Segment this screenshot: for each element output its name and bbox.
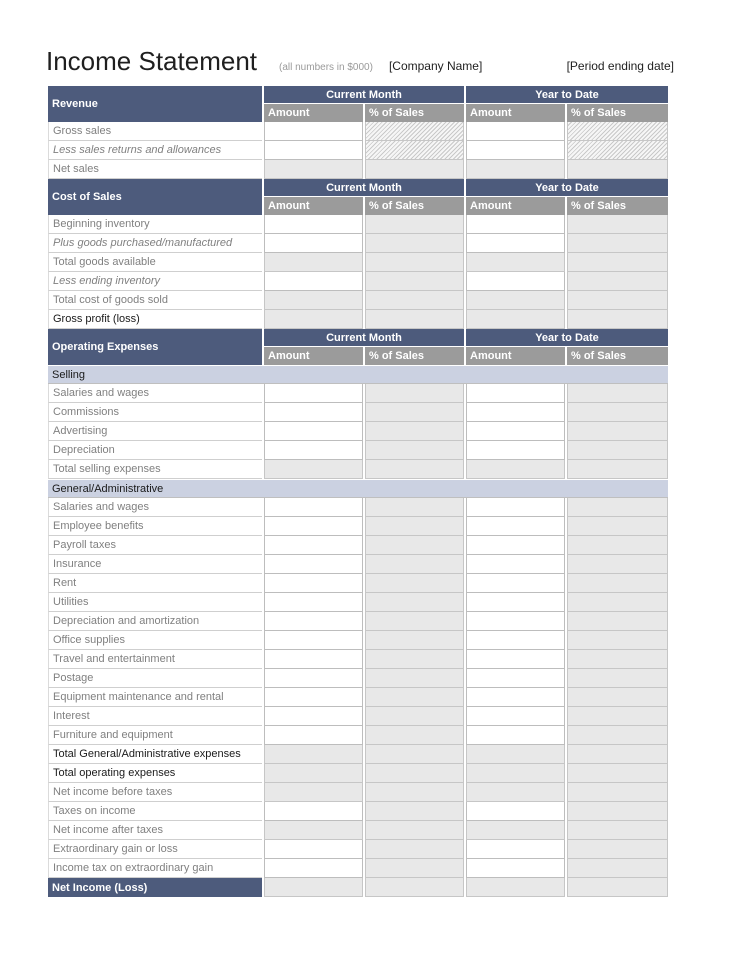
- row-label-total-operating-expenses: Total operating expenses: [48, 764, 262, 783]
- table-row: [48, 612, 668, 631]
- cell-pct-of-sales-year-to-date: [567, 403, 668, 422]
- section-header-row-cost-of-sales: [48, 179, 668, 197]
- row-label-less-ending-inventory: Less ending inventory: [48, 272, 262, 291]
- column-header-cell-pct-of-sales-current-month: % of Sales: [365, 104, 464, 122]
- cell-pct-of-sales-year-to-date: [567, 593, 668, 612]
- cell-pct-of-sales-current-month: [365, 840, 464, 859]
- row-label-furniture-and-equipment: Furniture and equipment: [48, 726, 262, 745]
- cell-amount-current-month: [264, 253, 363, 272]
- cell-amount-year-to-date: [466, 310, 565, 329]
- cell-pct-of-sales-year-to-date: [567, 441, 668, 460]
- cell-pct-of-sales-year-to-date: [567, 802, 668, 821]
- cell-pct-of-sales-current-month: [365, 688, 464, 707]
- cell-amount-year-to-date: [466, 821, 565, 840]
- cell-amount-current-month[interactable]: [264, 272, 363, 291]
- row-label-depreciation: Depreciation: [48, 441, 262, 460]
- cell-pct-of-sales-current-month: [365, 422, 464, 441]
- section-title-operating-expenses: Operating Expenses: [48, 329, 262, 365]
- table-row: [48, 365, 668, 384]
- column-group-year-to-date: Year to Date: [466, 179, 668, 197]
- table-row: [48, 310, 668, 329]
- cell-amount-current-month[interactable]: [264, 650, 363, 669]
- table-row: [48, 707, 668, 726]
- cell-amount-year-to-date[interactable]: [466, 650, 565, 669]
- cell-pct-of-sales-current-month: [365, 160, 464, 179]
- row-label-payroll-taxes: Payroll taxes: [48, 536, 262, 555]
- cell-pct-of-sales-year-to-date: [567, 215, 668, 234]
- row-label-taxes-on-income: Taxes on income: [48, 802, 262, 821]
- cell-amount-current-month[interactable]: [264, 859, 363, 878]
- cell-pct-of-sales-year-to-date: [567, 422, 668, 441]
- cell-pct-of-sales-year-to-date: [567, 574, 668, 593]
- cell-amount-year-to-date: [466, 764, 565, 783]
- cell-amount-current-month[interactable]: [264, 441, 363, 460]
- cell-pct-of-sales-current-month: [365, 859, 464, 878]
- cell-amount-current-month[interactable]: [264, 215, 363, 234]
- cell-amount-current-month: [264, 764, 363, 783]
- cell-pct-of-sales-current-month: [365, 764, 464, 783]
- cell-amount-current-month[interactable]: [264, 802, 363, 821]
- table-row: [48, 460, 668, 479]
- column-header-cell-pct-of-sales-current-month: % of Sales: [365, 347, 464, 365]
- cell-pct-of-sales-current-month: [365, 536, 464, 555]
- cell-pct-of-sales-year-to-date: [567, 536, 668, 555]
- cell-amount-current-month: [264, 160, 363, 179]
- table-row: [48, 234, 668, 253]
- column-header-cell-amount-year-to-date: Amount: [466, 104, 565, 122]
- cell-amount-current-month[interactable]: [264, 612, 363, 631]
- cell-pct-of-sales-year-to-date: [567, 764, 668, 783]
- table-row: [48, 141, 668, 160]
- cell-pct-of-sales-year-to-date: [567, 859, 668, 878]
- row-label-commissions: Commissions: [48, 403, 262, 422]
- cell-amount-year-to-date: [466, 783, 565, 802]
- cell-amount-year-to-date: [466, 878, 565, 897]
- table-row: [48, 384, 668, 403]
- column-group-year-to-date: Year to Date: [466, 329, 668, 347]
- cell-pct-of-sales-current-month: [365, 878, 464, 897]
- row-label-net-sales: Net sales: [48, 160, 262, 179]
- row-label-postage: Postage: [48, 669, 262, 688]
- cell-pct-of-sales-year-to-date: [567, 821, 668, 840]
- column-header-cell-amount-current-month: Amount: [264, 347, 363, 365]
- column-group-current-month: Current Month: [264, 86, 464, 104]
- table-row: [48, 764, 668, 783]
- row-label-depreciation-and-amortization: Depreciation and amortization: [48, 612, 262, 631]
- cell-amount-year-to-date[interactable]: [466, 688, 565, 707]
- column-header-cell-pct-of-sales-current-month: % of Sales: [365, 197, 464, 215]
- cell-amount-year-to-date[interactable]: [466, 574, 565, 593]
- row-label-employee-benefits: Employee benefits: [48, 517, 262, 536]
- cell-amount-current-month: [264, 821, 363, 840]
- row-label-equipment-maintenance-and-rental: Equipment maintenance and rental: [48, 688, 262, 707]
- period-ending-placeholder[interactable]: [Period ending date]: [566, 59, 674, 73]
- section-title-revenue: Revenue: [48, 86, 262, 122]
- cell-amount-current-month[interactable]: [264, 536, 363, 555]
- table-row: [48, 840, 668, 859]
- cell-amount-current-month[interactable]: [264, 234, 363, 253]
- table-row: [48, 574, 668, 593]
- table-row: [48, 555, 668, 574]
- cell-pct-of-sales-current-month: [365, 291, 464, 310]
- cell-amount-current-month[interactable]: [264, 517, 363, 536]
- column-header-cell-amount-current-month: Amount: [264, 197, 363, 215]
- table-row: [48, 821, 668, 840]
- cell-amount-year-to-date[interactable]: [466, 631, 565, 650]
- cell-pct-of-sales-current-month: [365, 802, 464, 821]
- row-label-net-income-before-taxes: Net income before taxes: [48, 783, 262, 802]
- cell-pct-of-sales-year-to-date: [567, 517, 668, 536]
- cell-amount-year-to-date[interactable]: [466, 859, 565, 878]
- table-row: [48, 783, 668, 802]
- cell-pct-of-sales-year-to-date: [567, 122, 668, 141]
- column-group-current-month: Current Month: [264, 329, 464, 347]
- cell-amount-year-to-date[interactable]: [466, 422, 565, 441]
- cell-pct-of-sales-year-to-date: [567, 310, 668, 329]
- cell-pct-of-sales-current-month: [365, 403, 464, 422]
- table-row: [48, 253, 668, 272]
- column-group-current-month: Current Month: [264, 179, 464, 197]
- row-label-net-income-after-taxes: Net income after taxes: [48, 821, 262, 840]
- cell-amount-current-month[interactable]: [264, 574, 363, 593]
- cell-amount-year-to-date[interactable]: [466, 441, 565, 460]
- row-label-total-selling-expenses: Total selling expenses: [48, 460, 262, 479]
- cell-pct-of-sales-year-to-date: [567, 783, 668, 802]
- cell-pct-of-sales-current-month: [365, 272, 464, 291]
- cell-amount-year-to-date: [466, 745, 565, 764]
- column-header-cell-amount-year-to-date: Amount: [466, 347, 565, 365]
- title-bar: [46, 46, 674, 78]
- cell-amount-current-month[interactable]: [264, 498, 363, 517]
- cell-pct-of-sales-year-to-date: [567, 669, 668, 688]
- cell-amount-current-month: [264, 310, 363, 329]
- row-label-interest: Interest: [48, 707, 262, 726]
- cell-amount-current-month[interactable]: [264, 403, 363, 422]
- table-row: [48, 517, 668, 536]
- cell-amount-current-month[interactable]: [264, 669, 363, 688]
- cell-pct-of-sales-current-month: [365, 707, 464, 726]
- cell-pct-of-sales-year-to-date: [567, 160, 668, 179]
- column-group-year-to-date: Year to Date: [466, 86, 668, 104]
- row-label-travel-and-entertainment: Travel and entertainment: [48, 650, 262, 669]
- subsection-header-general-administrative: General/Administrative: [48, 479, 668, 498]
- table-row: [48, 422, 668, 441]
- table-row: [48, 403, 668, 422]
- row-label-total-goods-available: Total goods available: [48, 253, 262, 272]
- table-row: [48, 631, 668, 650]
- column-header-cell-pct-of-sales-year-to-date: % of Sales: [567, 347, 668, 365]
- cell-pct-of-sales-current-month: [365, 555, 464, 574]
- cell-amount-current-month[interactable]: [264, 141, 363, 160]
- cell-pct-of-sales-current-month: [365, 460, 464, 479]
- table-row: [48, 536, 668, 555]
- cell-amount-current-month: [264, 783, 363, 802]
- row-label-rent: Rent: [48, 574, 262, 593]
- cell-amount-year-to-date[interactable]: [466, 707, 565, 726]
- cell-pct-of-sales-year-to-date: [567, 650, 668, 669]
- row-label-plus-goods-purchased-manufactured: Plus goods purchased/manufactured: [48, 234, 262, 253]
- cell-pct-of-sales-current-month: [365, 498, 464, 517]
- table-row: [48, 688, 668, 707]
- table-row: [48, 498, 668, 517]
- row-label-gross-profit-loss: Gross profit (loss): [48, 310, 262, 329]
- cell-amount-current-month[interactable]: [264, 707, 363, 726]
- cell-pct-of-sales-current-month: [365, 574, 464, 593]
- cell-pct-of-sales-current-month: [365, 310, 464, 329]
- cell-amount-year-to-date[interactable]: [466, 612, 565, 631]
- cell-pct-of-sales-year-to-date: [567, 460, 668, 479]
- row-label-advertising: Advertising: [48, 422, 262, 441]
- row-label-gross-sales: Gross sales: [48, 122, 262, 141]
- cell-pct-of-sales-year-to-date: [567, 141, 668, 160]
- cell-amount-year-to-date: [466, 160, 565, 179]
- cell-amount-current-month[interactable]: [264, 631, 363, 650]
- column-header-cell-pct-of-sales-year-to-date: % of Sales: [567, 104, 668, 122]
- cell-amount-year-to-date[interactable]: [466, 272, 565, 291]
- table-row: [48, 650, 668, 669]
- units-note: (all numbers in $000): [279, 62, 373, 73]
- table-row: [48, 122, 668, 141]
- section-header-row-revenue: [48, 86, 668, 104]
- table-row: [48, 160, 668, 179]
- section-header-row-operating-expenses: [48, 329, 668, 347]
- cell-amount-year-to-date[interactable]: [466, 593, 565, 612]
- cell-pct-of-sales-current-month: [365, 122, 464, 141]
- cell-amount-year-to-date[interactable]: [466, 669, 565, 688]
- cell-pct-of-sales-year-to-date: [567, 707, 668, 726]
- cell-amount-year-to-date: [466, 460, 565, 479]
- cell-amount-current-month[interactable]: [264, 840, 363, 859]
- row-label-salaries-and-wages: Salaries and wages: [48, 498, 262, 517]
- cell-amount-year-to-date[interactable]: [466, 122, 565, 141]
- cell-amount-current-month[interactable]: [264, 555, 363, 574]
- cell-amount-year-to-date[interactable]: [466, 517, 565, 536]
- cell-amount-current-month[interactable]: [264, 422, 363, 441]
- row-label-salaries-and-wages: Salaries and wages: [48, 384, 262, 403]
- cell-amount-year-to-date[interactable]: [466, 840, 565, 859]
- column-header-cell-amount-current-month: Amount: [264, 104, 363, 122]
- cell-amount-current-month: [264, 460, 363, 479]
- cell-pct-of-sales-current-month: [365, 669, 464, 688]
- row-label-less-sales-returns-and-allowances: Less sales returns and allowances: [48, 141, 262, 160]
- row-label-office-supplies: Office supplies: [48, 631, 262, 650]
- column-header-cell-amount-year-to-date: Amount: [466, 197, 565, 215]
- cell-amount-year-to-date[interactable]: [466, 403, 565, 422]
- table-row: [48, 479, 668, 498]
- row-label-utilities: Utilities: [48, 593, 262, 612]
- table-row: [48, 441, 668, 460]
- cell-pct-of-sales-year-to-date: [567, 745, 668, 764]
- row-label-income-tax-on-extraordinary-gain: Income tax on extraordinary gain: [48, 859, 262, 878]
- cell-pct-of-sales-current-month: [365, 612, 464, 631]
- cell-amount-year-to-date: [466, 253, 565, 272]
- cell-pct-of-sales-current-month: [365, 631, 464, 650]
- cell-pct-of-sales-year-to-date: [567, 878, 668, 897]
- cell-pct-of-sales-year-to-date: [567, 631, 668, 650]
- cell-amount-current-month[interactable]: [264, 122, 363, 141]
- table-row: [48, 802, 668, 821]
- cell-pct-of-sales-year-to-date: [567, 612, 668, 631]
- income-statement-sheet: [46, 46, 674, 897]
- row-label-insurance: Insurance: [48, 555, 262, 574]
- subsection-header-selling: Selling: [48, 365, 668, 384]
- income-statement-table: [46, 86, 670, 897]
- page-title: Income Statement: [46, 46, 257, 76]
- cell-amount-year-to-date[interactable]: [466, 726, 565, 745]
- cell-amount-year-to-date[interactable]: [466, 555, 565, 574]
- cell-pct-of-sales-current-month: [365, 441, 464, 460]
- row-label-beginning-inventory: Beginning inventory: [48, 215, 262, 234]
- cell-amount-year-to-date[interactable]: [466, 802, 565, 821]
- cell-pct-of-sales-current-month: [365, 234, 464, 253]
- cell-pct-of-sales-year-to-date: [567, 234, 668, 253]
- table-row: [48, 745, 668, 764]
- cell-pct-of-sales-year-to-date: [567, 291, 668, 310]
- table-row: [48, 878, 668, 897]
- column-header-cell-pct-of-sales-year-to-date: % of Sales: [567, 197, 668, 215]
- section-title-cost-of-sales: Cost of Sales: [48, 179, 262, 215]
- cell-amount-year-to-date[interactable]: [466, 384, 565, 403]
- cell-amount-year-to-date[interactable]: [466, 498, 565, 517]
- cell-pct-of-sales-current-month: [365, 141, 464, 160]
- cell-amount-year-to-date: [466, 291, 565, 310]
- cell-pct-of-sales-current-month: [365, 593, 464, 612]
- cell-pct-of-sales-current-month: [365, 726, 464, 745]
- table-row: [48, 726, 668, 745]
- cell-amount-current-month: [264, 878, 363, 897]
- table-row: [48, 272, 668, 291]
- table-row: [48, 593, 668, 612]
- cell-pct-of-sales-year-to-date: [567, 253, 668, 272]
- cell-pct-of-sales-current-month: [365, 821, 464, 840]
- cell-amount-current-month[interactable]: [264, 688, 363, 707]
- row-label-extraordinary-gain-or-loss: Extraordinary gain or loss: [48, 840, 262, 859]
- cell-amount-current-month[interactable]: [264, 593, 363, 612]
- cell-pct-of-sales-current-month: [365, 783, 464, 802]
- cell-amount-current-month: [264, 291, 363, 310]
- cell-amount-current-month[interactable]: [264, 726, 363, 745]
- row-label-total-cost-of-goods-sold: Total cost of goods sold: [48, 291, 262, 310]
- cell-pct-of-sales-current-month: [365, 517, 464, 536]
- table-row: [48, 291, 668, 310]
- table-row: [48, 215, 668, 234]
- cell-pct-of-sales-year-to-date: [567, 726, 668, 745]
- cell-pct-of-sales-current-month: [365, 650, 464, 669]
- cell-amount-year-to-date[interactable]: [466, 536, 565, 555]
- cell-pct-of-sales-year-to-date: [567, 555, 668, 574]
- cell-pct-of-sales-current-month: [365, 384, 464, 403]
- cell-amount-year-to-date[interactable]: [466, 215, 565, 234]
- cell-pct-of-sales-year-to-date: [567, 688, 668, 707]
- cell-amount-current-month[interactable]: [264, 384, 363, 403]
- cell-pct-of-sales-current-month: [365, 215, 464, 234]
- cell-pct-of-sales-year-to-date: [567, 840, 668, 859]
- table-row: [48, 669, 668, 688]
- cell-amount-year-to-date[interactable]: [466, 234, 565, 253]
- cell-amount-current-month: [264, 745, 363, 764]
- company-name-placeholder[interactable]: [Company Name]: [388, 59, 483, 73]
- row-label-net-income-loss: Net Income (Loss): [48, 878, 262, 897]
- cell-pct-of-sales-year-to-date: [567, 498, 668, 517]
- cell-amount-year-to-date[interactable]: [466, 141, 565, 160]
- row-label-total-general-administrative-expenses: Total General/Administrative expenses: [48, 745, 262, 764]
- cell-pct-of-sales-current-month: [365, 745, 464, 764]
- table-row: [48, 859, 668, 878]
- cell-pct-of-sales-year-to-date: [567, 272, 668, 291]
- cell-pct-of-sales-current-month: [365, 253, 464, 272]
- cell-pct-of-sales-year-to-date: [567, 384, 668, 403]
